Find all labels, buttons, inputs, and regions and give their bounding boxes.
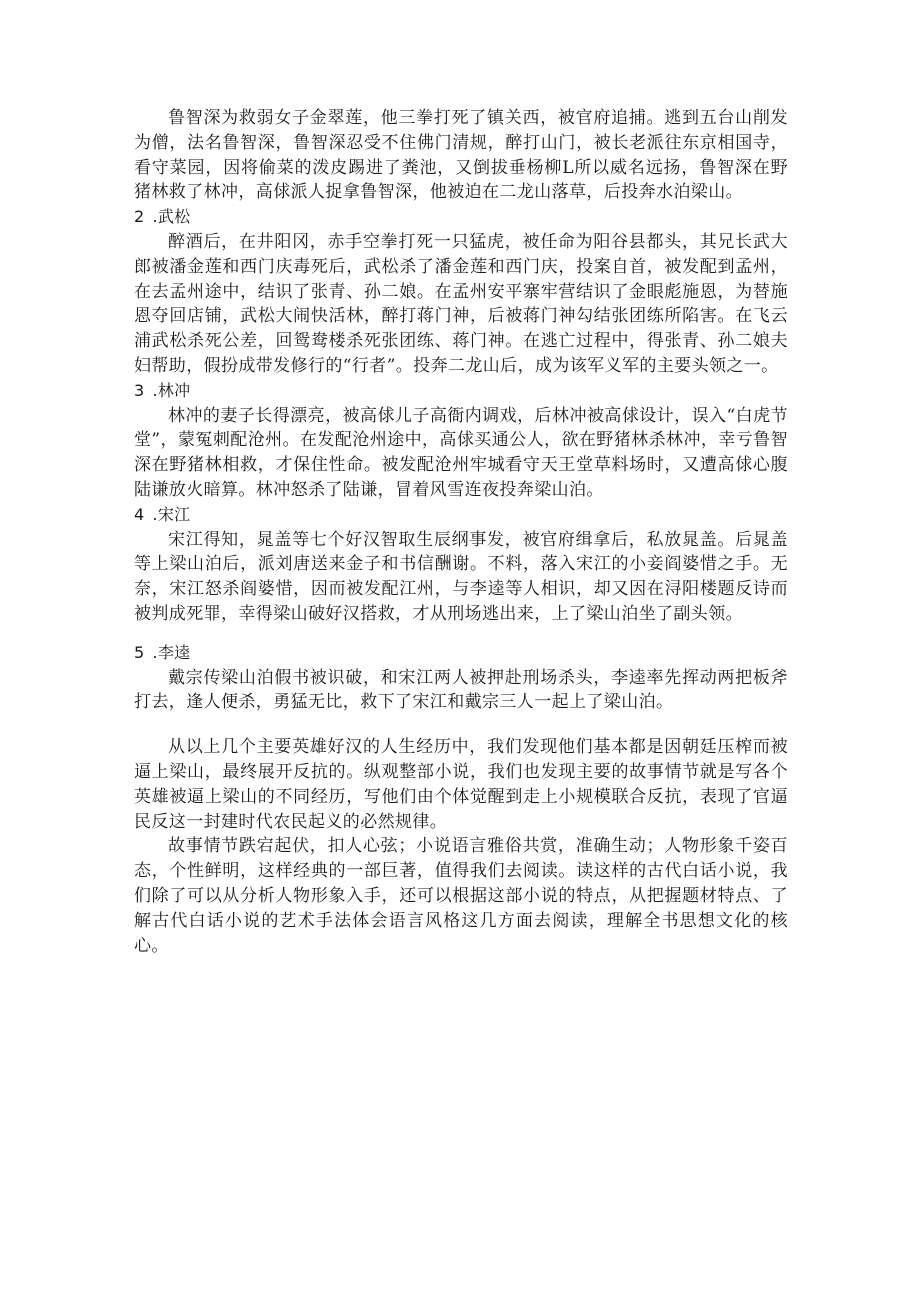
blank-line — [134, 627, 788, 641]
section-heading-songjiang — [134, 503, 788, 528]
section-title: .林冲 — [152, 380, 191, 400]
paragraph-wusong: 醉酒后，在井阳冈，赤手空拳打死一只猛虎，被任命为阳谷县都头，其兄长武大郎被潘金莲和西门庆毒死后，武松杀了潘金莲和西门庆，投案自首，被发配到孟州，在去孟州途中，结识了张青、孙二娘。在孟州安平寨牢营结识了金眼彪施恩，为替施恩夺回店铺，武松大闹快活林，醉打蒋门神，后被蒋门神勾结张团练所陷害。在飞云浦武松杀死公差，回鸳鸯楼杀死张团练、蒋门神。在逃亡过程中，得张青、孙二娘夫妇帮助，假扮成带发修行的“行者”。投奔二龙山后，成为该军义军的主要头领之一。 — [134, 231, 788, 376]
paragraph-likui: 戴宗传梁山泊假书被识破，和宋江两人被押赴刑场杀头，李逵率先挥动两把板斧打去，逢人便杀，勇猛无比，救下了宋江和戴宗三人一起上了梁山泊。 — [134, 667, 788, 713]
section-number: 2 — [134, 207, 145, 227]
section-heading-linchong — [134, 379, 788, 404]
blank-line — [134, 715, 788, 735]
paragraph-linchong: 林冲的妻子长得漂亮，被高俅儿子高衙内调戏，后林冲被高俅设计，误入“白虎节堂”，蒙冤刺配沧州。在发配沧州途中，高俅买通公人，欲在野猪林杀林冲，幸亏鲁智深在野猪林相救，才保住性命。被发配沧州牢城看守天王堂草料场时，又遭高俅心腹陆谦放火暗算。林冲怒杀了陆谦，冒着风雪连夜投奔梁山泊。 — [134, 405, 788, 500]
section-heading-likui — [134, 641, 788, 666]
document-body — [134, 106, 788, 958]
paragraph-songjiang: 宋江得知，晁盖等七个好汉智取生辰纲事发，被官府缉拿后，私放晁盖。后晁盖等上梁山泊后，派刘唐送来金子和书信酬谢。不料，落入宋江的小妾阎婆惜之手。无奈，宋江怒杀阎婆惜，因而被发配江州，与李逵等人相识，却又因在浔阳楼题反诗而被判成死罪，幸得梁山破好汉搭救，才从刑场逃出来，上了梁山泊坐了副头领。 — [134, 529, 788, 624]
section-number: 5 — [134, 642, 145, 662]
paragraph-conclusion-2: 故事情节跌宕起伏，扣人心弦；小说语言雅俗共赏，准确生动；人物形象千姿百态，个性鲜明，这样经典的一部巨著，值得我们去阅读。读这样的古代白话小说，我们除了可以从分析人物形象入手，还可以根据这部小说的特点，从把握题材特点、了解古代白话小说的艺术手法体会语言风格这几方面去阅读，理解全书思想文化的核心。 — [134, 836, 788, 956]
section-heading-wusong — [134, 205, 788, 230]
section-title: .宋江 — [152, 504, 191, 524]
section-title: .武松 — [152, 207, 191, 227]
section-number: 4 — [134, 504, 145, 524]
paragraph-lu-zhishen: 鲁智深为救弱女子金翠莲，他三拳打死了镇关西，被官府追捕。逃到五台山削发为僧，法名鲁智深，鲁智深忍受不住佛门清规，醉打山门，被长老派往东京相国寺，看守菜园，因将偷菜的泼皮踢进了粪池，又倒拔垂杨柳L所以威名远扬，鲁智深在野猪林救了林冲，高俅派人捉拿鲁智深，他被迫在二龙山落草，后投奔水泊梁山。 — [134, 108, 788, 203]
section-number: 3 — [134, 380, 145, 400]
paragraph-conclusion-1: 从以上几个主要英雄好汉的人生经历中，我们发现他们基本都是因朝廷压榨而被逼上梁山，最终展开反抗的。纵观整部小说，我们也发现主要的故事情节就是写各个英雄被逼上梁山的不同经历，写他们由个体觉醒到走上小规模联合反抗，表现了官逼民反这一封建时代农民起义的必然规律。 — [134, 737, 788, 832]
section-title: .李逵 — [152, 642, 191, 662]
